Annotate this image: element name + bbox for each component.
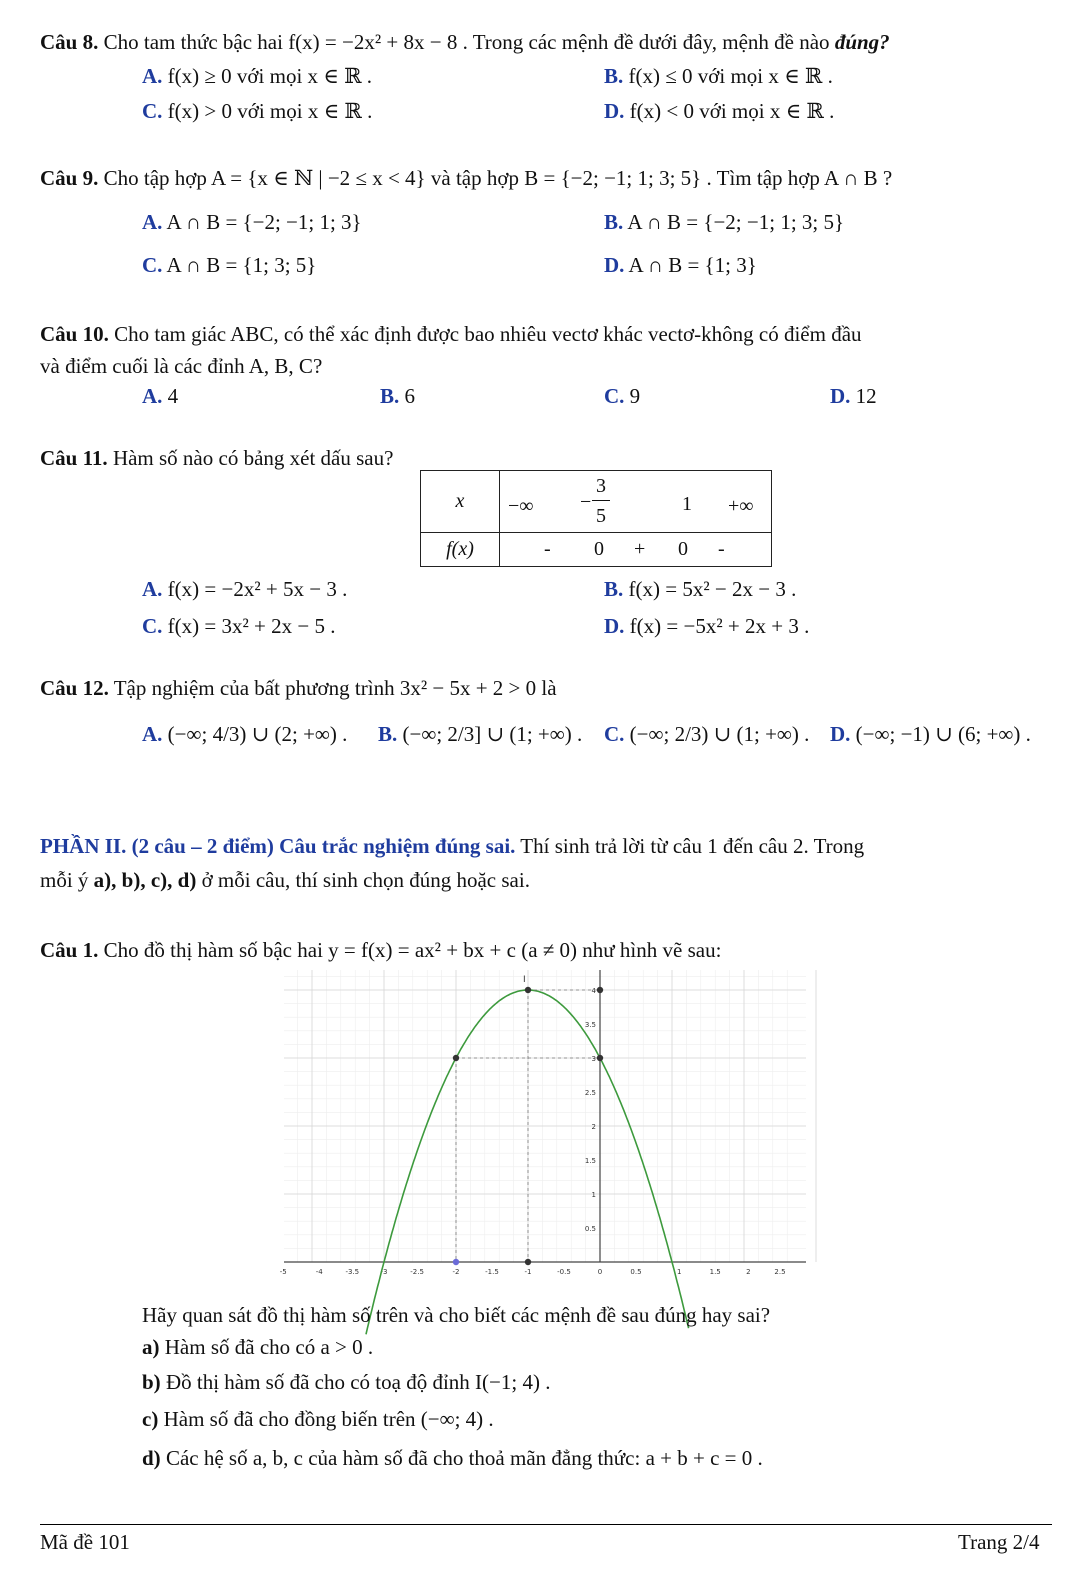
q8-label: Câu 8.: [40, 30, 99, 54]
q12-stem: Câu 12. Tập nghiệm của bất phương trình 3x² − 5x + 2 > 0 là: [40, 676, 557, 700]
q11-option-a: A. f(x) = −2x² + 5x − 3 .: [142, 577, 348, 601]
q11-option-d: D. f(x) = −5x² + 2x + 3 .: [604, 614, 810, 638]
y-tick-label: 0.5: [584, 1225, 596, 1233]
sign-table-fx-row: - 0 + 0 -: [500, 533, 772, 567]
q12-label: Câu 12.: [40, 676, 109, 700]
q8-option-a: A. f(x) ≥ 0 với mọi x ∈ ℝ .: [142, 64, 373, 88]
q8-option-d: D. f(x) < 0 với mọi x ∈ ℝ .: [604, 99, 835, 123]
chart-point: [525, 1259, 531, 1265]
chart-point: [453, 1259, 459, 1265]
q11-option-b: B. f(x) = 5x² − 2x − 3 .: [604, 577, 797, 601]
sign-table-frac-num: 3: [596, 475, 606, 497]
y-tick-label: 1: [591, 1191, 596, 1199]
parabola-curve: [366, 990, 689, 1334]
y-tick-label: 2.5: [584, 1089, 596, 1097]
x-tick-label: -1: [524, 1268, 532, 1276]
q11-option-c: C. f(x) = 3x² + 2x − 5 .: [142, 614, 336, 638]
p2q1-label: Câu 1.: [40, 938, 99, 962]
q10-stem-line2: và điểm cuối là các đỉnh A, B, C?: [40, 354, 323, 378]
y-tick-label: 4: [591, 987, 596, 995]
chart-point: [525, 987, 531, 993]
q9-option-a: A. A ∩ B = {−2; −1; 1; 3}: [142, 210, 362, 234]
x-tick-label: -3.5: [345, 1268, 360, 1276]
chart-point: [453, 1055, 459, 1061]
x-tick-label: 1.5: [709, 1268, 721, 1276]
q10-stem-line1: Câu 10. Cho tam giác ABC, có thể xác định được bao nhiêu vectơ khác vectơ-không có điểm đầu: [40, 322, 862, 346]
footer-divider: [40, 1524, 1052, 1525]
q9-label: Câu 9.: [40, 166, 99, 190]
y-tick-label: 2: [591, 1123, 596, 1131]
chart-point: [597, 987, 603, 993]
q8-option-c: C. f(x) > 0 với mọi x ∈ ℝ .: [142, 99, 373, 123]
sign-table-frac-den: 5: [596, 505, 606, 527]
x-tick-label: -2: [452, 1268, 460, 1276]
q11-stem: Câu 11. Hàm số nào có bảng xét dấu sau?: [40, 446, 394, 470]
q9-option-c: C. A ∩ B = {1; 3; 5}: [142, 253, 317, 277]
q9-stem: Câu 9. Cho tập hợp A = {x ∈ ℕ | −2 ≤ x < 4} và tập hợp B = {−2; −1; 1; 3; 5} . Tìm tập hợp A ∩ B ?: [40, 166, 893, 190]
q12-option-a: A. (−∞; 4/3) ∪ (2; +∞) .: [142, 722, 348, 746]
p2q1-prompt: Hãy quan sát đồ thị hàm số trên và cho biết các mệnh đề sau đúng hay sai?: [142, 1303, 771, 1327]
q9-option-d: D. A ∩ B = {1; 3}: [604, 253, 757, 277]
y-tick-label: 3.5: [584, 1021, 596, 1029]
footer-page: Trang 2/4: [958, 1530, 1040, 1554]
x-tick-label: -1.5: [485, 1268, 499, 1276]
x-tick-label: 0.5: [630, 1268, 642, 1276]
sign-table-fx-head: f(x): [421, 533, 500, 567]
q8-option-b: B. f(x) ≤ 0 với mọi x ∈ ℝ .: [604, 64, 833, 88]
q10-option-d: D. 12: [830, 384, 877, 408]
x-tick-label: 2.5: [774, 1268, 786, 1276]
y-tick-label: 1.5: [584, 1157, 596, 1165]
x-tick-label: 2: [746, 1268, 751, 1276]
chart-point: [597, 1055, 603, 1061]
q10-option-b: B. 6: [380, 384, 416, 408]
chart-axes: [284, 970, 806, 1262]
x-tick-label: -0.5: [557, 1268, 571, 1276]
sign-table-pos-inf: +∞: [728, 495, 754, 517]
sign-table-root-1: 1: [682, 493, 692, 515]
sign-table-x-head: x: [421, 471, 500, 533]
q12-option-c: C. (−∞; 2/3) ∪ (1; +∞) .: [604, 722, 810, 746]
vertex-label: I: [523, 975, 526, 985]
y-tick-label: 3: [591, 1055, 596, 1063]
sign-table: [420, 470, 772, 567]
sign-table-x-row: −∞ − 3 5 1 +∞: [500, 471, 772, 533]
part2-title: PHẦN II. (2 câu – 2 điểm) Câu trắc nghiệm đúng sai.: [40, 834, 516, 858]
parabola-chart: [279, 970, 806, 1282]
x-tick-label: 1: [676, 1268, 682, 1276]
q9-option-b: B. A ∩ B = {−2; −1; 1; 3; 5}: [604, 210, 845, 234]
footer-code: Mã đề 101: [40, 1530, 130, 1554]
q10-option-a: A. 4: [142, 384, 179, 408]
q11-label: Câu 11.: [40, 446, 108, 470]
q8-stem: Câu 8. Cho tam thức bậc hai f(x) = −2x² + 8x − 8 . Trong các mệnh đề dưới đây, mệnh đề nào đúng?: [40, 30, 890, 54]
part2-line2: mỗi ý a), b), c), d) ở mỗi câu, thí sinh chọn đúng hoặc sai.: [40, 868, 530, 892]
chart-grid: [284, 970, 816, 1262]
x-tick-label: -2.5: [410, 1268, 424, 1276]
p2q1-item-d: d) Các hệ số a, b, c của hàm số đã cho thoả mãn đẳng thức: a + b + c = 0 .: [142, 1446, 763, 1470]
p2q1-item-b: b) Đồ thị hàm số đã cho có toạ độ đỉnh I(−1; 4) .: [142, 1370, 551, 1394]
part2-line1: PHẦN II. (2 câu – 2 điểm) Câu trắc nghiệm đúng sai. Thí sinh trả lời từ câu 1 đến câu 2. Trong: [40, 834, 865, 858]
q10-label: Câu 10.: [40, 322, 109, 346]
chart-tick-labels: [280, 987, 786, 1276]
x-tick-label: 0: [597, 1268, 603, 1276]
p2q1-item-c: c) Hàm số đã cho đồng biến trên (−∞; 4) .: [142, 1407, 494, 1431]
chart-curve: [366, 990, 689, 1334]
x-tick-label: -3: [380, 1268, 388, 1276]
q12-option-d: D. (−∞; −1) ∪ (6; +∞) .: [830, 722, 1031, 746]
x-tick-label: -4: [315, 1268, 323, 1276]
x-tick-label: -5: [279, 1268, 287, 1276]
p2q1-item-a: a) Hàm số đã cho có a > 0 .: [142, 1335, 374, 1359]
p2q1-stem: Câu 1. Cho đồ thị hàm số bậc hai y = f(x) = ax² + bx + c (a ≠ 0) như hình vẽ sau:: [40, 938, 722, 962]
q10-option-c: C. 9: [604, 384, 641, 408]
q12-option-b: B. (−∞; 2/3] ∪ (1; +∞) .: [378, 722, 583, 746]
sign-table-neg-inf: −∞: [508, 495, 534, 517]
